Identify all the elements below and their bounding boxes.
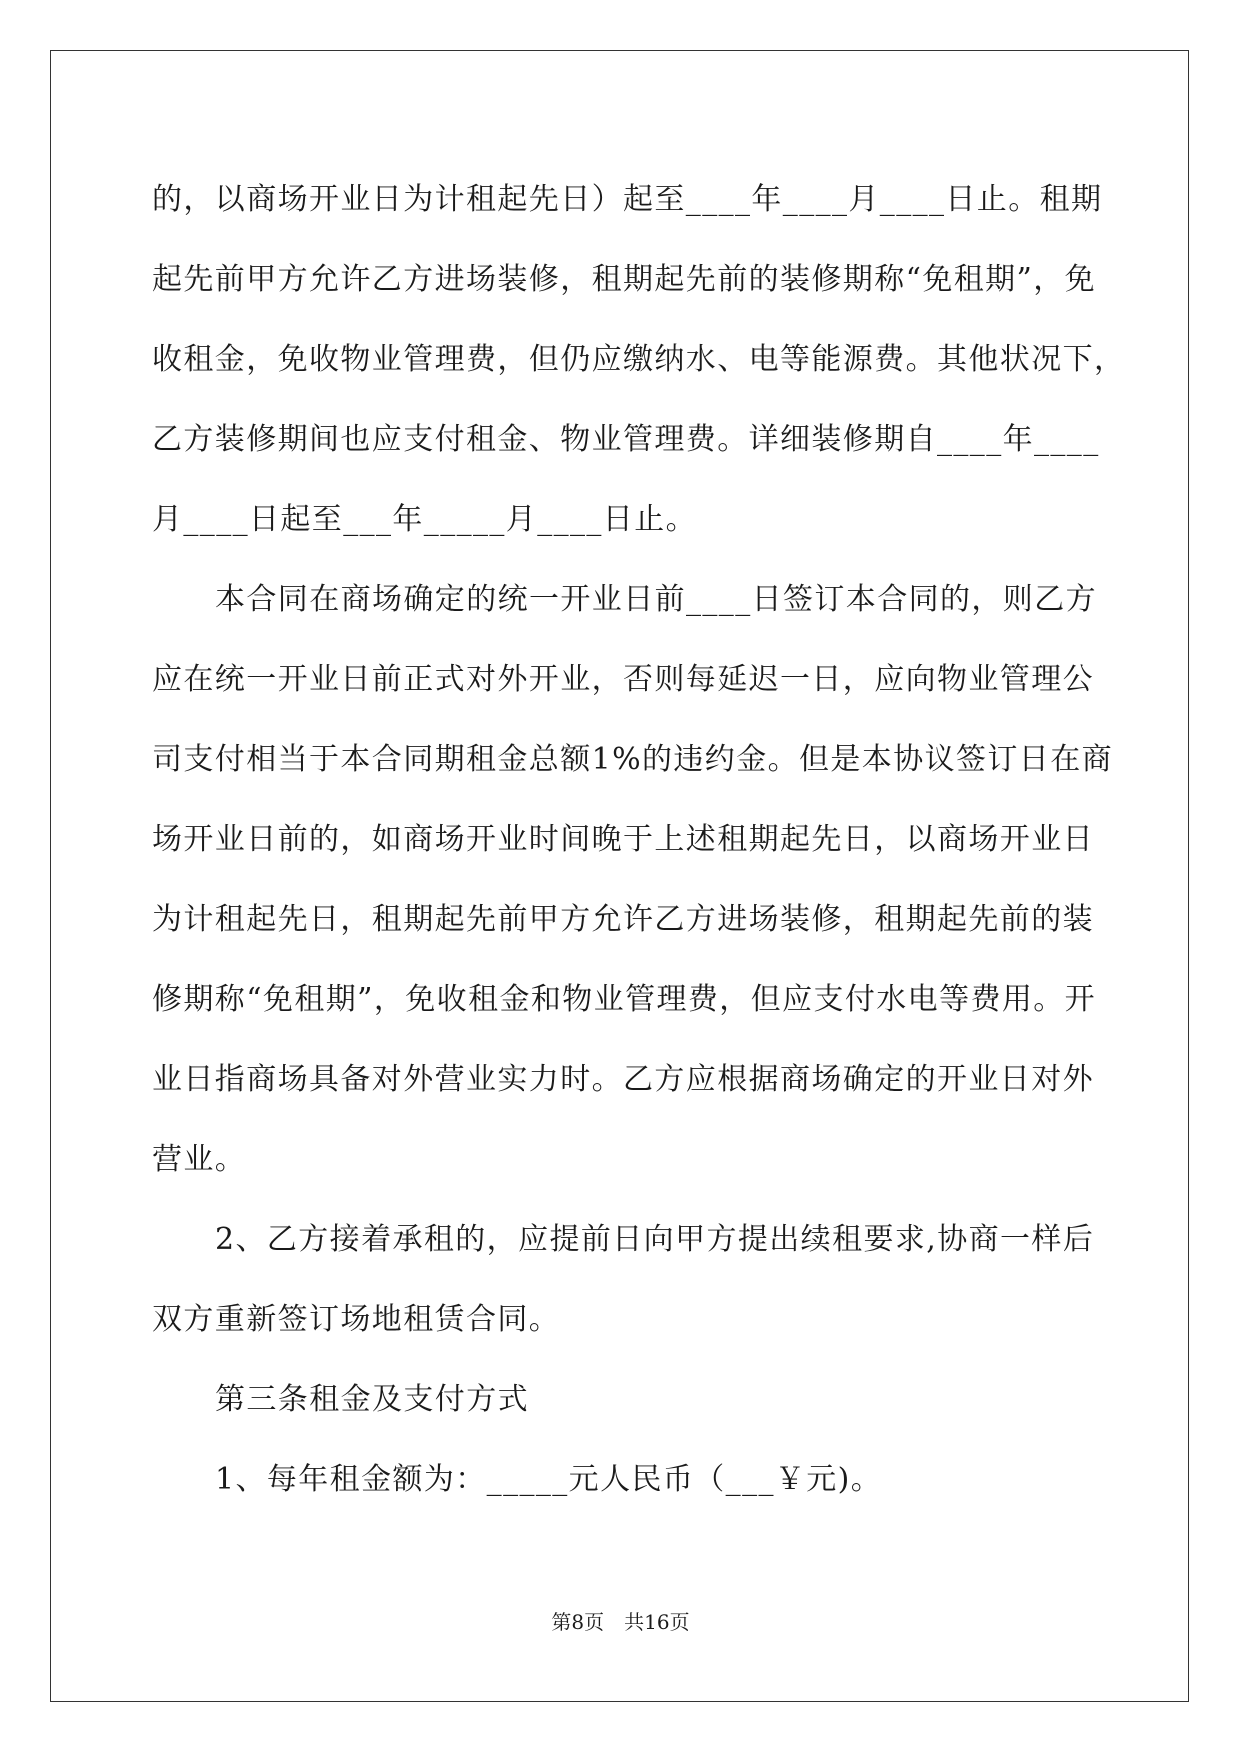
section-heading: 第三条租金及支付方式 — [215, 1382, 529, 1417]
paragraph-start-line: 本合同在商场确定的统一开业日前____日签订本合同的，则乙方 — [215, 582, 1097, 617]
text-line: 为计租起先日，租期起先前甲方允许乙方进场装修，租期起先前的装 — [152, 902, 1094, 937]
paragraph-start-line: 2、乙方接着承租的，应提前日向甲方提出续租要求,协商一样后 — [215, 1222, 1095, 1257]
text-line: 应在统一开业日前正式对外开业，否则每延迟一日，应向物业管理公 — [152, 662, 1094, 697]
text-line: 双方重新签订场地租赁合同。 — [152, 1302, 561, 1337]
text-line: 起先前甲方允许乙方进场装修，租期起先前的装修期称“免租期”，免 — [152, 262, 1097, 297]
text-line: 司支付相当于本合同期租金总额1%的违约金。但是本协议签订日在商 — [152, 742, 1113, 777]
text-line: 乙方装修期间也应支付租金、物业管理费。详细装修期自____年____ — [152, 422, 1100, 457]
text-line: 营业。 — [152, 1142, 247, 1177]
paragraph-start-line: 1、每年租金额为：_____元人民币（___￥元)。 — [215, 1462, 883, 1497]
text-line: 场开业日前的，如商场开业时间晚于上述租期起先日，以商场开业日 — [152, 822, 1094, 857]
text-line: 月____日起至___年_____月____日止。 — [152, 502, 697, 537]
text-line: 收租金，免收物业管理费，但仍应缴纳水、电等能源费。其他状况下， — [152, 342, 1126, 377]
text-line: 业日指商场具备对外营业实力时。乙方应根据商场确定的开业日对外 — [152, 1062, 1094, 1097]
text-line: 修期称“免租期”，免收租金和物业管理费，但应支付水电等费用。开 — [152, 982, 1097, 1017]
text-line: 的，以商场开业日为计租起先日）起至____年____月____日止。租期 — [152, 182, 1103, 217]
document-body — [152, 160, 1126, 1520]
page-footer: 第8页 共16页 — [551, 1610, 690, 1634]
